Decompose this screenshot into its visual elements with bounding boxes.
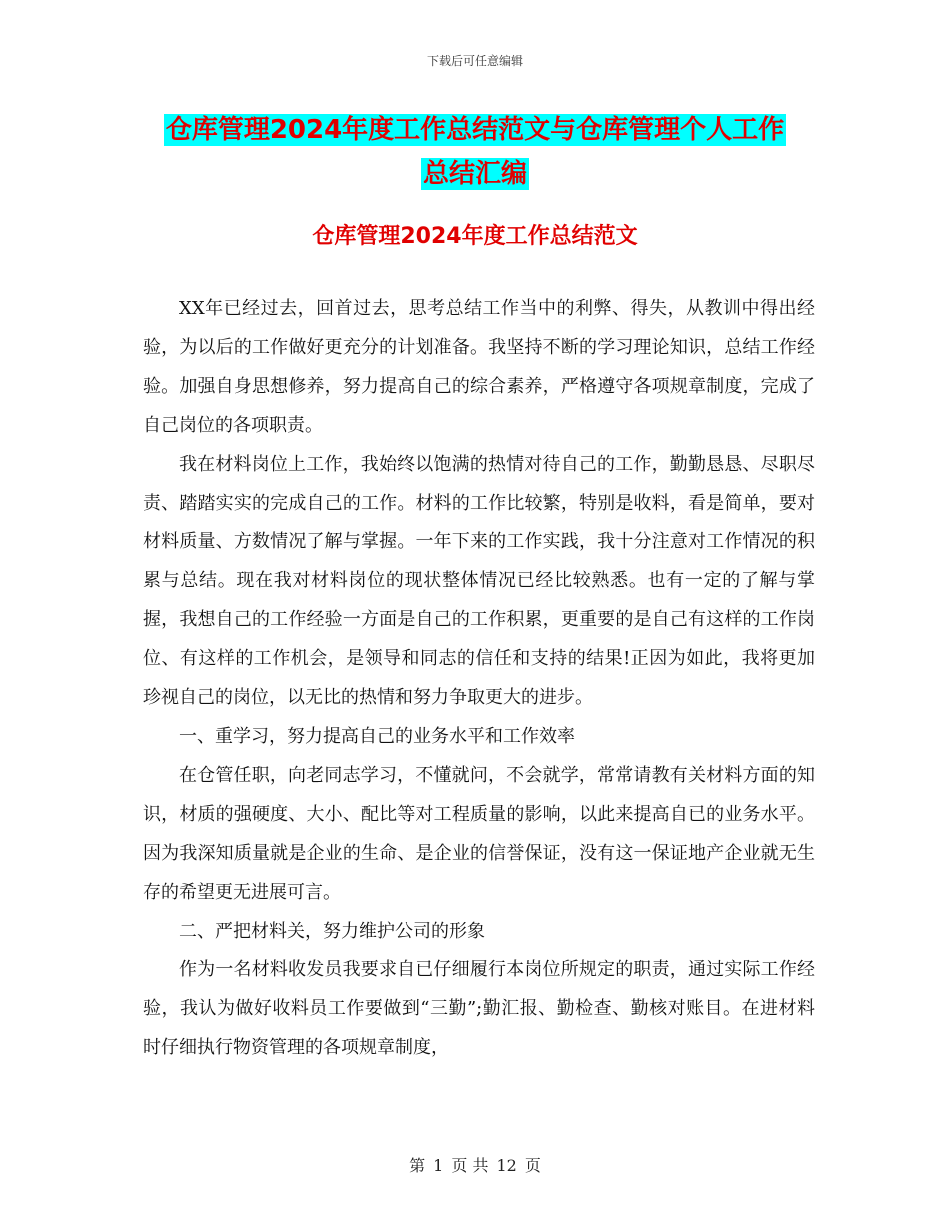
footer-suffix: 页 xyxy=(524,1156,541,1175)
section-title: 仓库管理2024年度工作总结范文 xyxy=(312,224,638,249)
document-title xyxy=(0,108,950,196)
subheading: 二、严把材料关，努力维护公司的形象 xyxy=(179,920,485,942)
document-title-line-1: 仓库管理2024年度工作总结范文与仓库管理个人工作 xyxy=(165,115,785,145)
page-footer xyxy=(0,1153,950,1176)
paragraph: XX年已经过去，回首过去，思考总结工作当中的利弊、得失，从教训中得出经验，为以后的工作做好更充分的计划准备。我坚持不断的学习理论知识，总结工作经验。加强自身思想修养，努力提高自己的综合素养，严格遵守各项规章制度，完成了自己岗位的各项职责。 xyxy=(143,298,815,436)
footer-middle: 页 共 xyxy=(451,1156,489,1175)
subheading: 一、重学习，努力提高自己的业务水平和工作效率 xyxy=(179,725,575,747)
footer-prefix: 第 xyxy=(409,1156,426,1175)
paragraph: 我在材料岗位上工作，我始终以饱满的热情对待自己的工作，勤勤恳恳、尽职尽责、踏踏实实的完成自己的工作。材料的工作比较繁，特别是收料，看是简单，要对材料质量、方数情况了解与掌握。一年下来的工作实践，我十分注意对工作情况的积累与总结。现在我对材料岗位的现状整体情况已经比较熟悉。也有一定的了解与掌握，我想自己的工作经验一方面是自己的工作积累，更重要的是自己有这样的工作岗位、有这样的工作机会，是领导和同志的信任和支持的结果!正因为如此，我将更加珍视自己的岗位，以无比的热情和努力争取更大的进步。 xyxy=(143,453,815,709)
total-pages: 12 xyxy=(496,1156,517,1175)
page-number: 1 xyxy=(433,1156,444,1175)
document-title-line-2: 总结汇编 xyxy=(422,159,527,189)
paragraph: 在仓管任职，向老同志学习，不懂就问，不会就学，常常请教有关材料方面的知识，材质的强硬度、大小、配比等对工程质量的影响，以此来提高自已的业务水平。因为我深知质量就是企业的生命、是企业的信誉保证，没有这一保证地产企业就无生存的希望更无进展可言。 xyxy=(143,764,815,903)
paragraph: 作为一名材料收发员我要求自已仔细履行本岗位所规定的职责，通过实际工作经验，我认为做好收料员工作要做到“三勤”;勤汇报、勤检查、勤核对账目。在进材料时仔细执行物资管理的各项规章制度， xyxy=(143,959,815,1059)
header-note: 下载后可任意编辑 xyxy=(426,54,523,68)
document-body xyxy=(143,290,815,1068)
